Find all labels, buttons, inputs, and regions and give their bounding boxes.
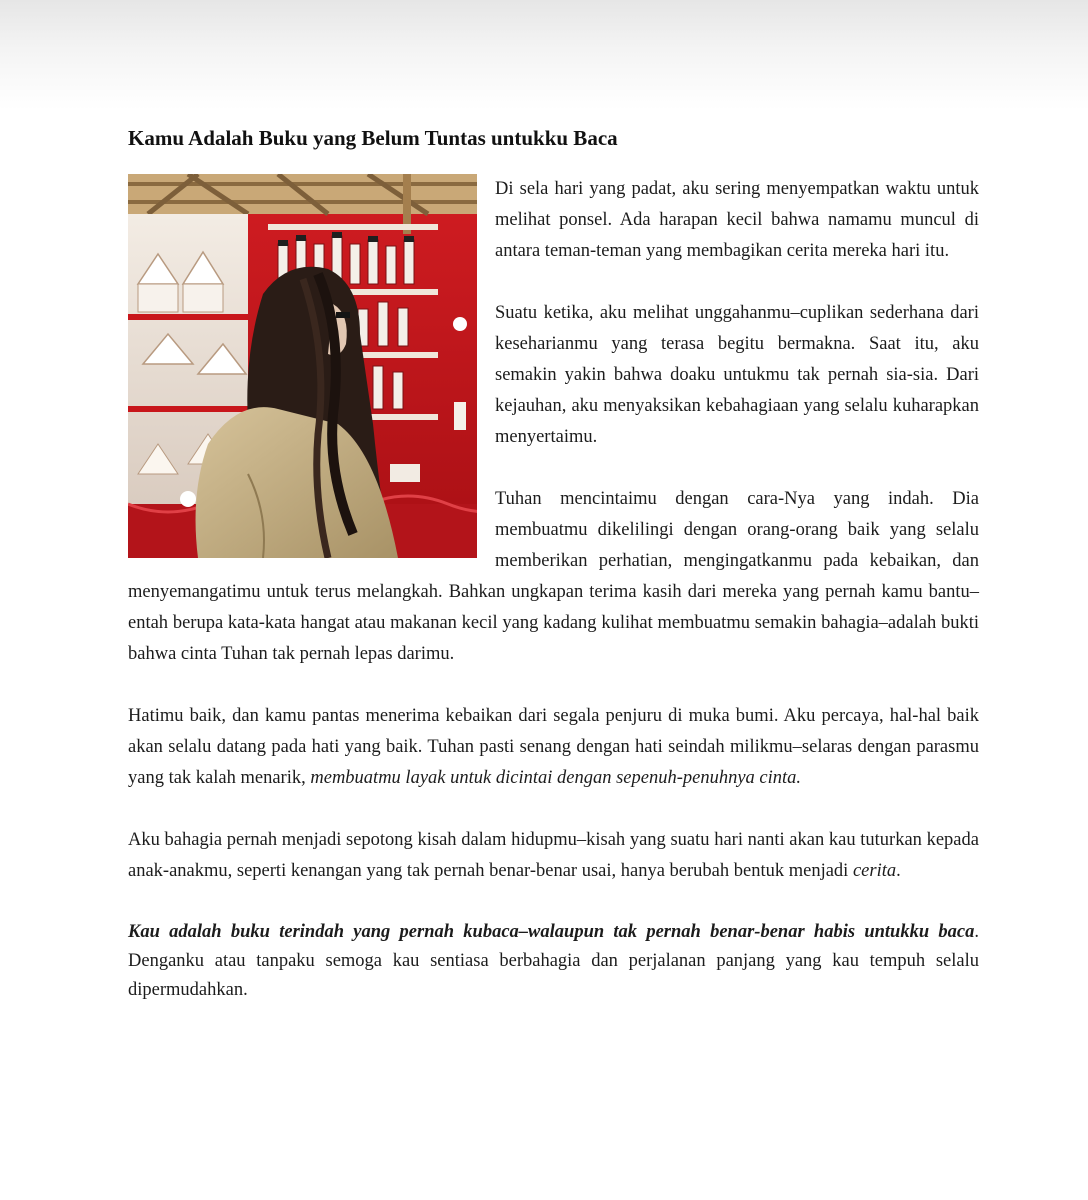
paragraph-4-italic: membuatmu layak untuk dicintai dengan sepenuh-penuhnya cinta. bbox=[310, 768, 802, 788]
paragraph-5-italic: cerita bbox=[852, 861, 897, 881]
paragraph-6-rest: . Denganku atau tanpaku semoga kau sentiasa berbahagia dan perjalanan panjang yang kau tempuh selalu dipermudahkan. bbox=[128, 922, 979, 1000]
article-title: Kamu Adalah Buku yang Belum Tuntas untukku Baca bbox=[128, 126, 618, 150]
paragraph-5-text: Aku bahagia pernah menjadi sepotong kisah dalam hidupmu–kisah yang suatu hari nanti akan kau tuturkan kepada anak-anakmu, seperti kenangan yang tak pernah benar-benar usai, hanya berubah bentuk menjadi bbox=[128, 830, 979, 881]
paragraph-1: Di sela hari yang padat, aku sering menyempatkan waktu untuk melihat ponsel. Ada harapan kecil bahwa namamu muncul di antara teman-teman yang membagikan cerita mereka hari itu. bbox=[495, 179, 979, 261]
paragraph-5-end: . bbox=[896, 861, 901, 881]
paragraph-3: Tuhan mencintaimu dengan cara-Nya yang indah. Dia membuatmu dikelilingi dengan orang-orang baik yang selalu memberikan perhatian, mengingatkanmu pada kebaikan, dan menyemangatimu untuk terus melangkah. Bahkan ungkapan terima kasih dari mereka yang pernah kamu bantu–entah berupa kata-kata hangat atau makanan kecil yang kadang kulihat membuatmu semakin bahagia–adalah bukti bahwa cinta Tuhan tak pernah lepas darimu. bbox=[128, 489, 979, 664]
paragraph-2: Suatu ketika, aku melihat unggahanmu–cuplikan sederhana dari keseharianmu yang terasa begitu bermakna. Saat itu, aku semakin yakin bahwa doaku untukmu tak pernah sia-sia. Dari kejauhan, aku menyaksikan kebahagiaan yang selalu kuharapkan menyertaimu. bbox=[495, 303, 979, 447]
document-page bbox=[128, 122, 979, 1036]
paragraph-6 bbox=[128, 918, 979, 1005]
paragraph-4 bbox=[128, 701, 979, 794]
paragraph-5 bbox=[128, 825, 979, 887]
paragraph-6-bold-italic: Kau adalah buku terindah yang pernah kubaca–walaupun tak pernah benar-benar habis untukku baca bbox=[128, 922, 975, 942]
article-body bbox=[128, 174, 979, 1005]
article-photo bbox=[128, 174, 477, 558]
top-shade bbox=[0, 0, 1088, 110]
paragraph-4-text: Hatimu baik, dan kamu pantas menerima kebaikan dari segala penjuru di muka bumi. Aku percaya, hal-hal baik akan selalu datang pada hati yang baik. Tuhan pasti senang dengan hati seindah milikmu–selaras dengan parasmu yang tak kalah menarik, bbox=[128, 706, 979, 788]
photo-illustration bbox=[128, 174, 477, 558]
